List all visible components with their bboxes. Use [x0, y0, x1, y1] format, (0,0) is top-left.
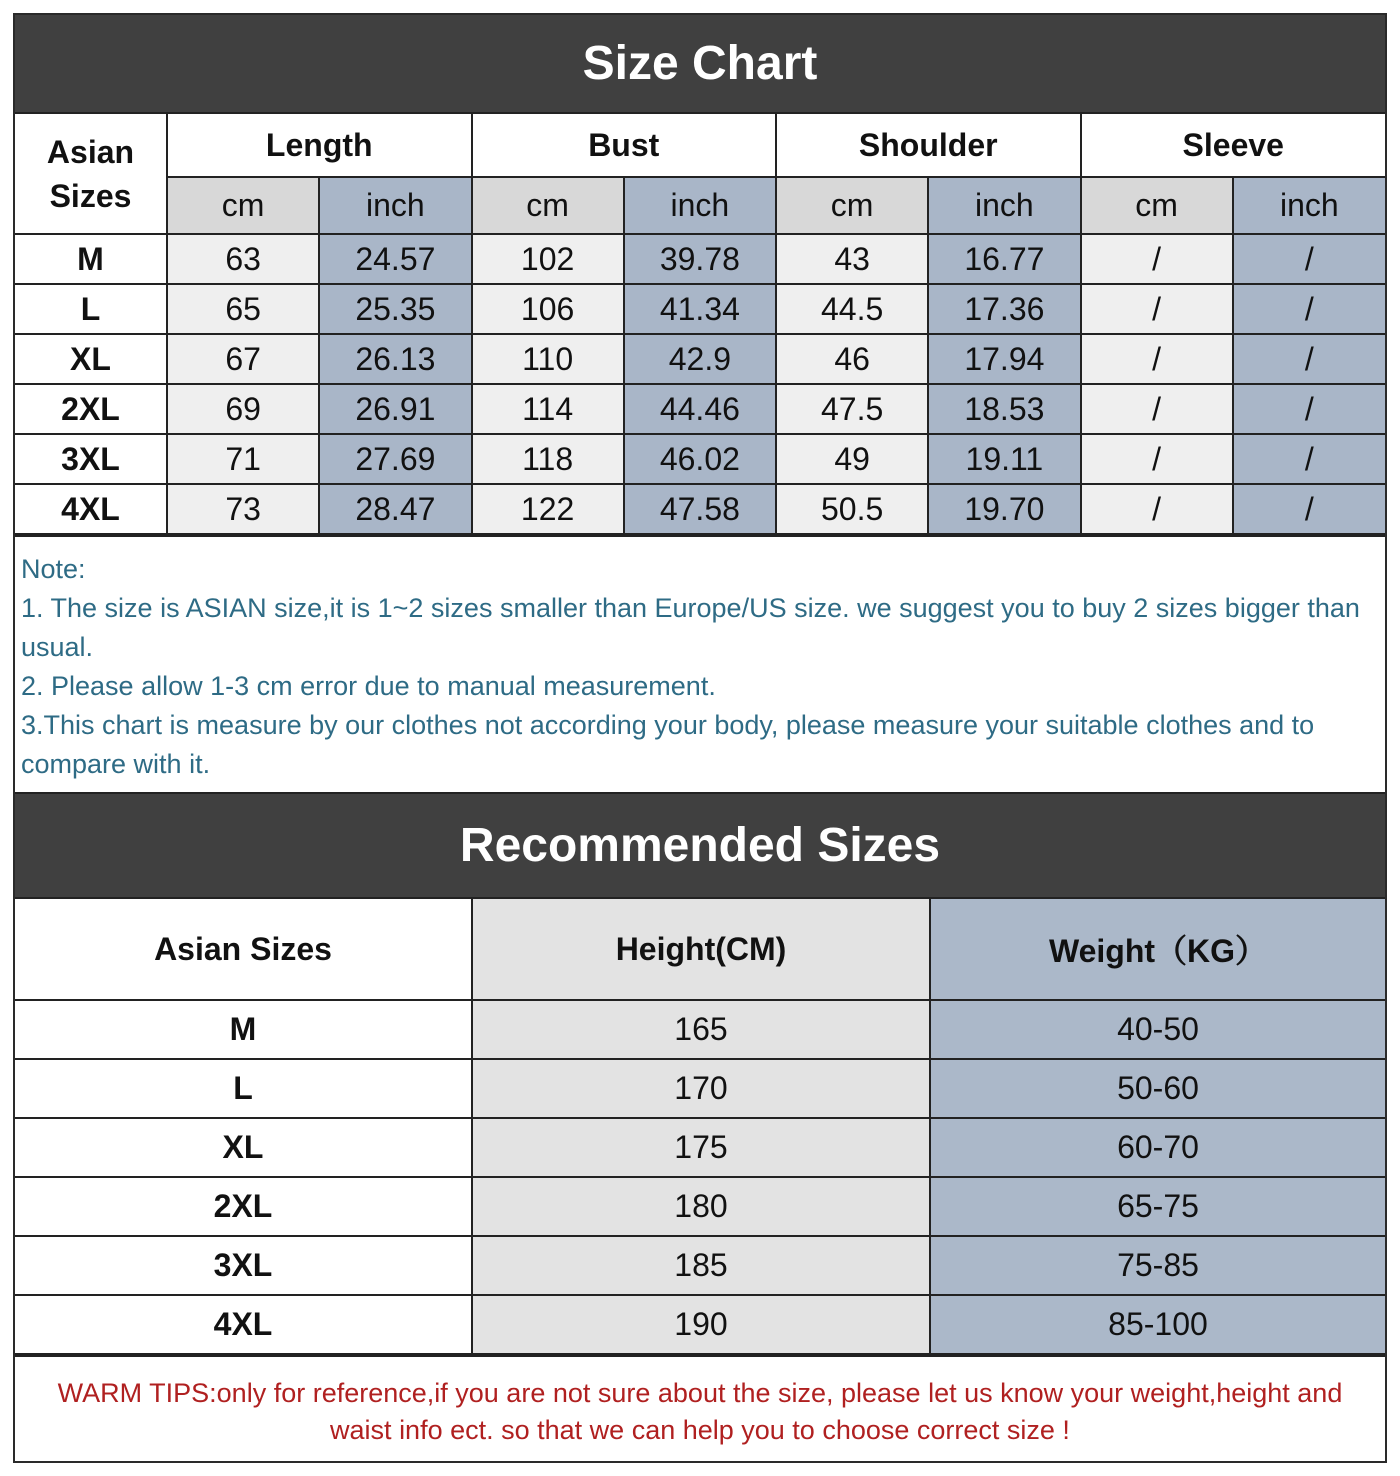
measurement-cell: 39.78: [624, 234, 776, 284]
unit-header: inch: [319, 177, 471, 234]
group-length: Length: [167, 114, 472, 177]
measurement-cell: 27.69: [319, 434, 471, 484]
measurement-cell: 65: [167, 284, 319, 334]
measurement-cell: 19.70: [928, 484, 1080, 534]
table-row: [15, 1059, 1385, 1118]
asian-sizes-header-line1: Asian: [46, 133, 135, 170]
table-row: [15, 1177, 1385, 1236]
height-cell: 165: [472, 1000, 930, 1059]
measurement-cell: 17.36: [928, 284, 1080, 334]
group-header-row: [15, 114, 1385, 177]
measurement-cell: /: [1233, 434, 1385, 484]
measurement-cell: 19.11: [928, 434, 1080, 484]
weight-cell: 75-85: [930, 1236, 1385, 1295]
measurement-cell: 50.5: [776, 484, 928, 534]
measurement-cell: 28.47: [319, 484, 471, 534]
unit-header: cm: [167, 177, 319, 234]
warm-tips: WARM TIPS:only for reference,if you are not sure about the size, please let us know your weight,height and waist info ect. so that we can help you to choose correct size !: [15, 1355, 1385, 1461]
size-chart-body: [15, 234, 1385, 534]
measurement-cell: 67: [167, 334, 319, 384]
unit-header: inch: [1233, 177, 1385, 234]
measurement-cell: /: [1233, 234, 1385, 284]
measurement-cell: /: [1233, 334, 1385, 384]
measurement-cell: /: [1081, 484, 1233, 534]
unit-header: cm: [472, 177, 624, 234]
table-row: [15, 1000, 1385, 1059]
measurement-cell: 42.9: [624, 334, 776, 384]
measurement-cell: 44.5: [776, 284, 928, 334]
table-row: [15, 234, 1385, 284]
measurement-cell: /: [1081, 334, 1233, 384]
table-row: [15, 1118, 1385, 1177]
note-item: 3.This chart is measure by our clothes not according your body, please measure your suitable clothes and to compare with it.: [21, 710, 1315, 779]
measurement-cell: 26.91: [319, 384, 471, 434]
recommended-sizes-title: Recommended Sizes: [15, 792, 1385, 899]
measurement-cell: 63: [167, 234, 319, 284]
recommended-sizes-table: [15, 899, 1385, 1355]
notes-section: [15, 535, 1385, 792]
recommended-header-row: [15, 899, 1385, 1000]
table-row: [15, 334, 1385, 384]
asian-sizes-header: [15, 114, 167, 234]
table-row: [15, 284, 1385, 334]
height-cell: 180: [472, 1177, 930, 1236]
size-label: 2XL: [15, 384, 167, 434]
measurement-cell: 46: [776, 334, 928, 384]
measurement-cell: 26.13: [319, 334, 471, 384]
size-label: 3XL: [15, 434, 167, 484]
measurement-cell: 102: [472, 234, 624, 284]
size-chart-document: [13, 13, 1387, 1463]
size-chart-table: [15, 114, 1385, 535]
measurement-cell: 46.02: [624, 434, 776, 484]
measurement-cell: 17.94: [928, 334, 1080, 384]
size-label: M: [15, 234, 167, 284]
height-cell: 170: [472, 1059, 930, 1118]
notes-heading: Note:: [21, 554, 86, 584]
measurement-cell: 47.58: [624, 484, 776, 534]
measurement-cell: 106: [472, 284, 624, 334]
weight-cell: 85-100: [930, 1295, 1385, 1354]
measurement-cell: 118: [472, 434, 624, 484]
measurement-cell: 69: [167, 384, 319, 434]
measurement-cell: /: [1233, 484, 1385, 534]
note-item: 2. Please allow 1-3 cm error due to manual measurement.: [21, 671, 716, 701]
weight-cell: 40-50: [930, 1000, 1385, 1059]
measurement-cell: 25.35: [319, 284, 471, 334]
measurement-cell: 47.5: [776, 384, 928, 434]
measurement-cell: 24.57: [319, 234, 471, 284]
measurement-cell: 49: [776, 434, 928, 484]
height-cell: 190: [472, 1295, 930, 1354]
measurement-cell: /: [1233, 384, 1385, 434]
header-weight: Weight（KG）: [930, 899, 1385, 1000]
measurement-cell: 44.46: [624, 384, 776, 434]
measurement-cell: /: [1081, 234, 1233, 284]
measurement-cell: 41.34: [624, 284, 776, 334]
height-cell: 185: [472, 1236, 930, 1295]
unit-header: inch: [624, 177, 776, 234]
group-bust: Bust: [472, 114, 777, 177]
measurement-cell: /: [1081, 384, 1233, 434]
unit-header: cm: [776, 177, 928, 234]
header-height: Height(CM): [472, 899, 930, 1000]
note-item: 1. The size is ASIAN size,it is 1~2 sizes smaller than Europe/US size. we suggest you to buy 2 sizes bigger than usual.: [21, 593, 1360, 662]
size-label: 4XL: [15, 484, 167, 534]
size-label: 4XL: [15, 1295, 472, 1354]
weight-cell: 60-70: [930, 1118, 1385, 1177]
table-row: [15, 1295, 1385, 1354]
measurement-cell: 16.77: [928, 234, 1080, 284]
table-row: [15, 484, 1385, 534]
group-sleeve: Sleeve: [1081, 114, 1386, 177]
table-row: [15, 1236, 1385, 1295]
measurement-cell: 73: [167, 484, 319, 534]
weight-cell: 50-60: [930, 1059, 1385, 1118]
measurement-cell: 114: [472, 384, 624, 434]
unit-header-row: [15, 177, 1385, 234]
asian-sizes-header-line2: Sizes: [49, 177, 132, 214]
weight-cell: 65-75: [930, 1177, 1385, 1236]
header-asian-sizes: Asian Sizes: [15, 899, 472, 1000]
size-label: XL: [15, 334, 167, 384]
size-chart-title: Size Chart: [15, 15, 1385, 114]
unit-header: cm: [1081, 177, 1233, 234]
height-cell: 175: [472, 1118, 930, 1177]
size-label: L: [15, 1059, 472, 1118]
recommended-sizes-body: [15, 1000, 1385, 1354]
size-label: 2XL: [15, 1177, 472, 1236]
measurement-cell: 110: [472, 334, 624, 384]
measurement-cell: /: [1081, 284, 1233, 334]
size-label: 3XL: [15, 1236, 472, 1295]
measurement-cell: 43: [776, 234, 928, 284]
table-row: [15, 384, 1385, 434]
size-label: L: [15, 284, 167, 334]
table-row: [15, 434, 1385, 484]
measurement-cell: 71: [167, 434, 319, 484]
unit-header: inch: [928, 177, 1080, 234]
measurement-cell: /: [1233, 284, 1385, 334]
size-label: M: [15, 1000, 472, 1059]
size-label: XL: [15, 1118, 472, 1177]
measurement-cell: 18.53: [928, 384, 1080, 434]
measurement-cell: 122: [472, 484, 624, 534]
measurement-cell: /: [1081, 434, 1233, 484]
group-shoulder: Shoulder: [776, 114, 1081, 177]
